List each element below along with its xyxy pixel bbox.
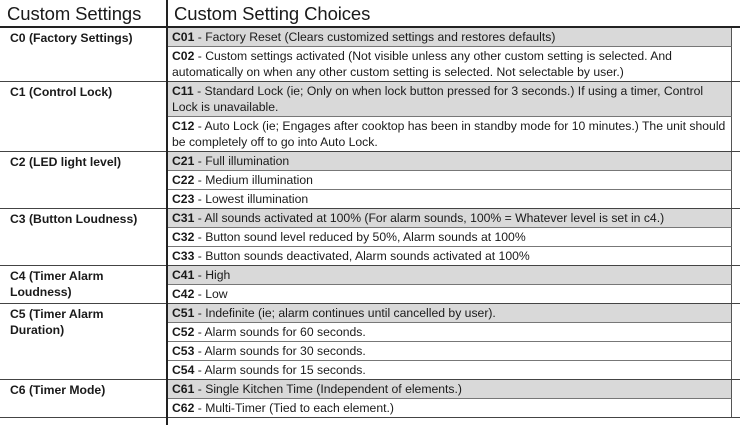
settings-group [0, 209, 740, 266]
choice-separator: - [194, 401, 206, 415]
choice-code: C01 [172, 30, 195, 44]
choice-row [167, 399, 732, 418]
settings-table [0, 28, 740, 418]
choice-text: Factory Reset (Clears customized settings and restores defaults) [205, 30, 556, 44]
choice-code: C32 [172, 230, 195, 244]
choice-text: Single Kitchen Time (Independent of elements.) [205, 382, 462, 396]
choice-row [167, 117, 732, 152]
choice-text: Alarm sounds for 60 seconds. [204, 325, 366, 339]
header-custom-settings: Custom Settings [7, 3, 142, 24]
choice-row [167, 171, 732, 190]
choice-text: Lowest illumination [205, 192, 309, 206]
choice-row [167, 304, 732, 323]
choice-separator: - [194, 344, 205, 358]
choice-text: Custom settings activated (Not visible unless any other custom setting is selected. And automatically on when any other custom setting is selected. Not selectable by user.) [172, 49, 672, 79]
group-label: C3 (Button Loudness) [10, 212, 138, 226]
choice-text: Full illumination [205, 154, 290, 168]
choice-code: C22 [172, 173, 195, 187]
choice-row [167, 323, 732, 342]
group-label: C6 (Timer Mode) [10, 383, 106, 397]
choice-row [167, 228, 732, 247]
choice-text: Medium illumination [205, 173, 313, 187]
choice-separator: - [194, 287, 206, 301]
choice-row [167, 361, 732, 380]
choice-separator: - [194, 363, 205, 377]
choice-text: Indefinite (ie; alarm continues until cancelled by user). [205, 306, 496, 320]
header-custom-setting-choices: Custom Setting Choices [174, 3, 371, 24]
column-divider [166, 0, 168, 425]
choice-row [167, 28, 732, 47]
settings-group [0, 304, 740, 380]
settings-group [0, 380, 740, 418]
choice-row [167, 380, 732, 399]
choice-row [167, 47, 732, 82]
choice-separator: - [194, 306, 206, 320]
choice-text: Alarm sounds for 15 seconds. [204, 363, 366, 377]
choice-separator: - [194, 230, 206, 244]
choice-code: C53 [172, 344, 195, 358]
settings-group [0, 28, 740, 82]
choice-code: C23 [172, 192, 195, 206]
choice-code: C51 [172, 306, 195, 320]
choice-code: C41 [172, 268, 195, 282]
choice-separator: - [194, 325, 205, 339]
choice-code: C11 [172, 84, 194, 98]
choice-separator: - [194, 382, 206, 396]
choice-text: High [205, 268, 231, 282]
choice-row [167, 82, 732, 117]
choice-separator: - [194, 30, 206, 44]
choice-code: C21 [172, 154, 195, 168]
choice-code: C02 [172, 49, 195, 63]
choice-code: C61 [172, 382, 195, 396]
group-divider [0, 417, 740, 418]
choice-separator: - [194, 249, 206, 263]
choice-code: C12 [172, 119, 195, 133]
choice-text: All sounds activated at 100% (For alarm sounds, 100% = Whatever level is set in c4.) [204, 211, 665, 225]
choice-code: C54 [172, 363, 195, 377]
table-header [0, 0, 748, 28]
choice-row [167, 152, 732, 171]
choice-separator: - [194, 211, 205, 225]
choice-row [167, 190, 732, 209]
choice-separator: - [194, 154, 206, 168]
settings-group [0, 152, 740, 209]
group-label: C5 (Timer Alarm Duration) [10, 307, 104, 337]
choice-separator: - [194, 119, 205, 133]
choice-code: C33 [172, 249, 195, 263]
choice-text: Low [205, 287, 228, 301]
choice-row [167, 266, 732, 285]
choice-code: C42 [172, 287, 195, 301]
choice-code: C31 [172, 211, 195, 225]
choice-text: Alarm sounds for 30 seconds. [204, 344, 366, 358]
choice-separator: - [193, 84, 205, 98]
choice-separator: - [194, 173, 206, 187]
choice-separator: - [194, 192, 206, 206]
settings-group [0, 82, 740, 152]
choice-separator: - [194, 268, 206, 282]
choice-text: Button sound level reduced by 50%, Alarm sounds at 100% [205, 230, 526, 244]
group-label: C2 (LED light level) [10, 155, 122, 169]
choice-row [167, 342, 732, 361]
choice-separator: - [194, 49, 206, 63]
settings-group [0, 266, 740, 304]
choice-code: C52 [172, 325, 195, 339]
choice-row [167, 285, 732, 304]
group-label: C1 (Control Lock) [10, 85, 113, 99]
choice-text: Multi-Timer (Tied to each element.) [205, 401, 394, 415]
choice-code: C62 [172, 401, 195, 415]
choice-row [167, 247, 732, 266]
choice-text: Auto Lock (ie; Engages after cooktop has been in standby mode for 10 minutes.) The unit should be completely off to go into Auto Lock. [172, 119, 726, 149]
group-label: C4 (Timer Alarm Loudness) [10, 269, 104, 299]
choice-text: Button sounds deactivated, Alarm sounds activated at 100% [205, 249, 530, 263]
choice-text: Standard Lock (ie; Only on when lock button pressed for 3 seconds.) If using a timer, Control Lock is unavailable. [172, 84, 704, 114]
group-label: C0 (Factory Settings) [10, 31, 133, 45]
choice-row [167, 209, 732, 228]
